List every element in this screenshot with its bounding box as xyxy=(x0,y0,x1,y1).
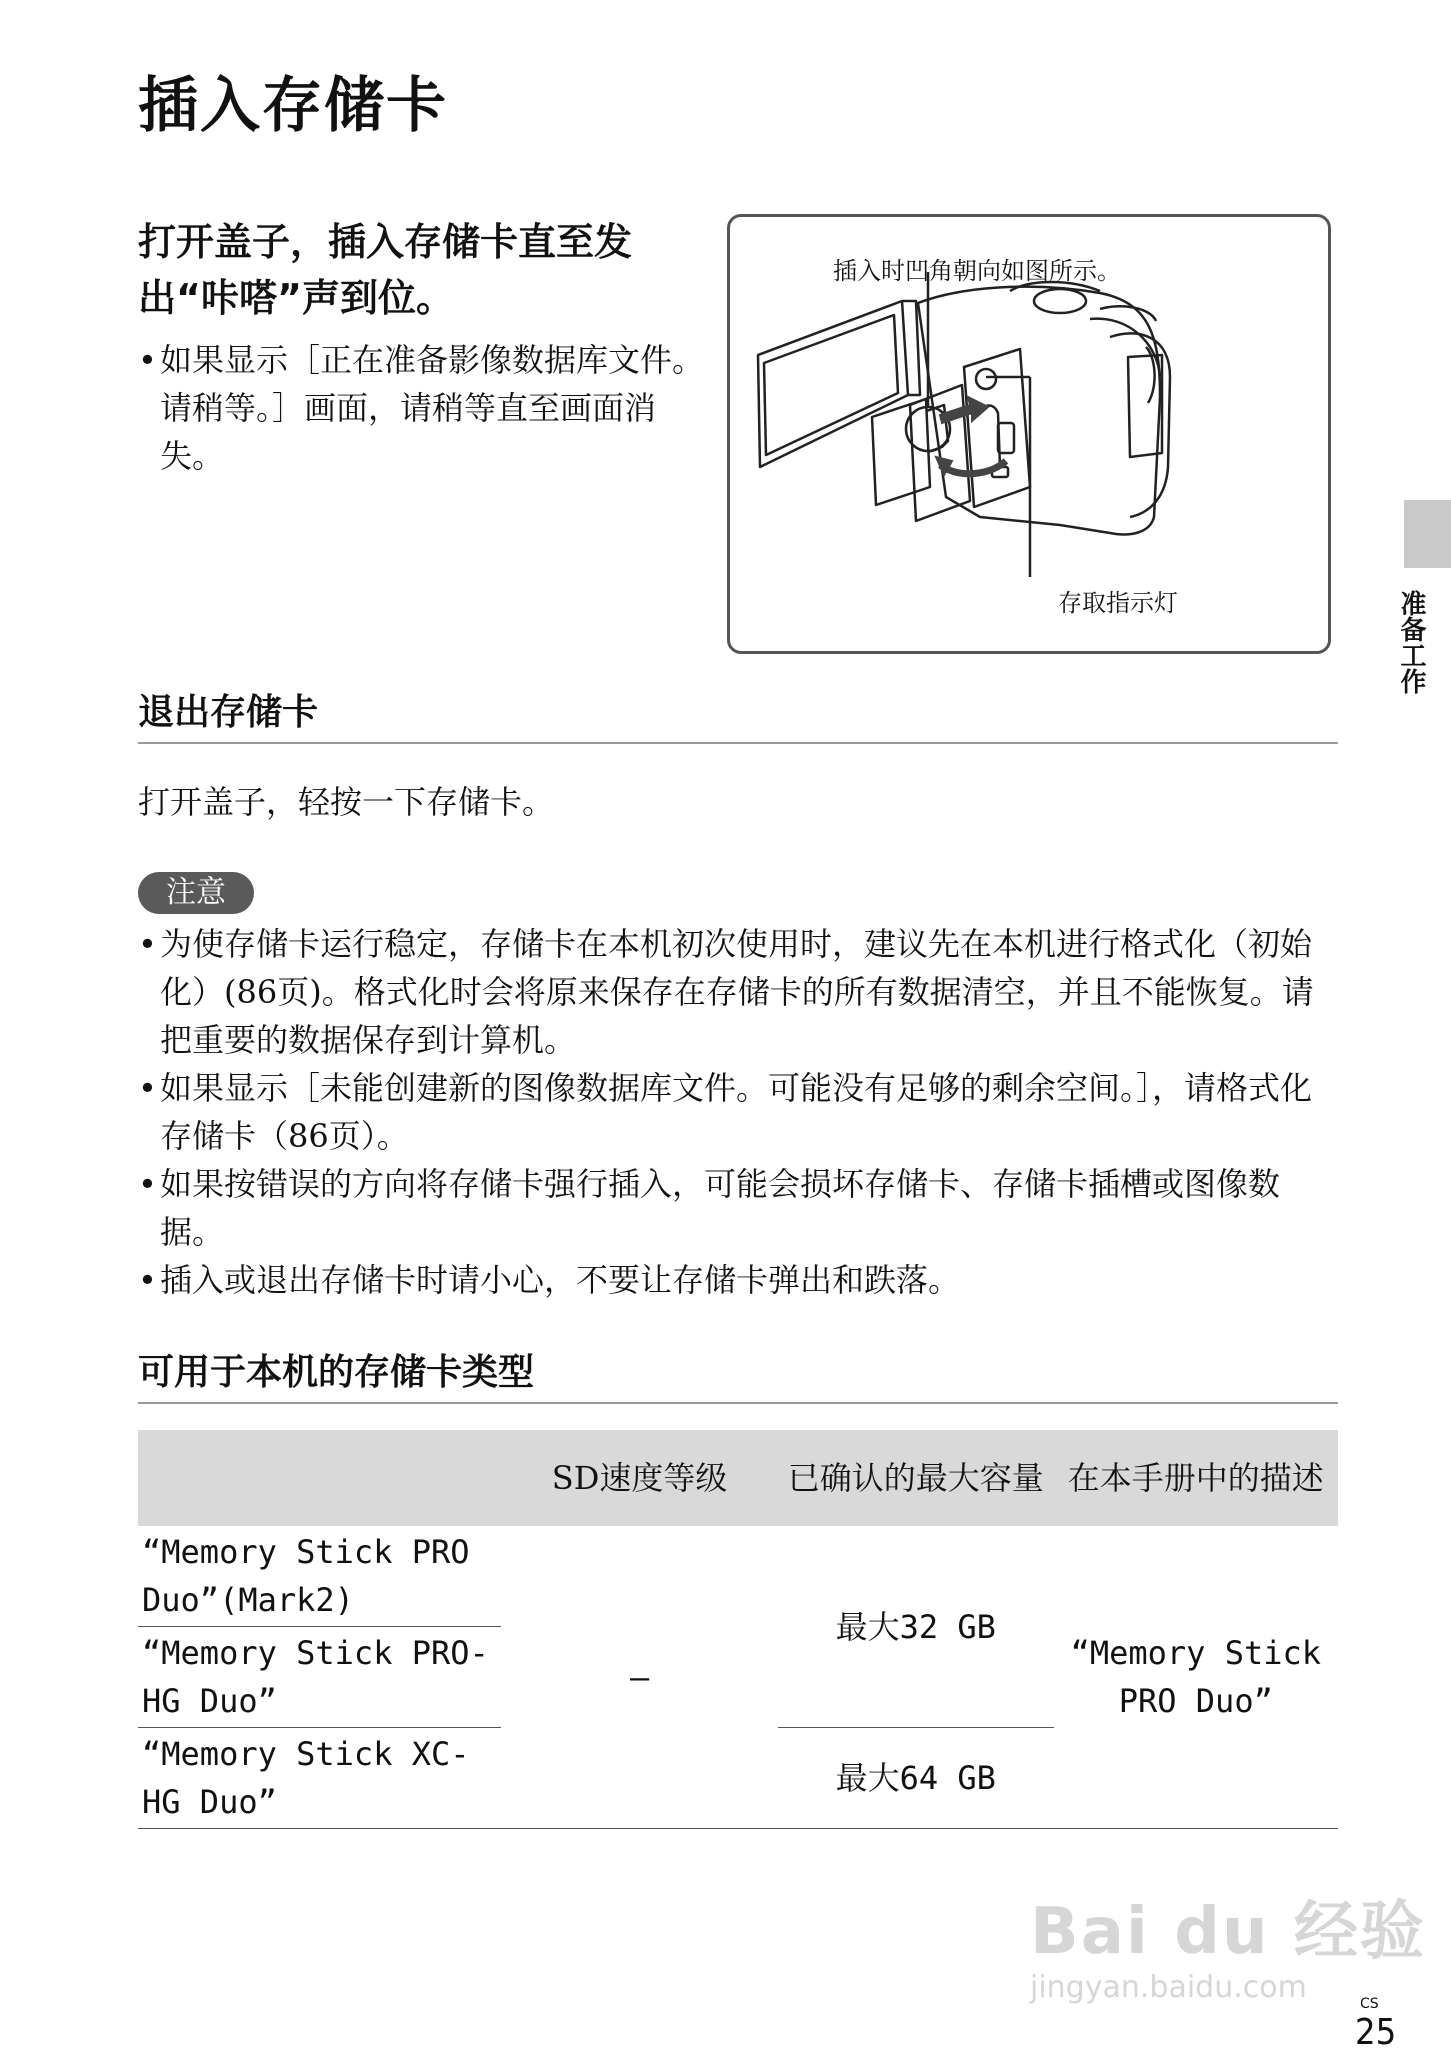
table-row xyxy=(138,1526,1338,1627)
figure-callout-notch: 插入时凹角朝向如图所示。 xyxy=(833,257,1121,285)
speed-class-cell: — xyxy=(501,1526,778,1829)
column-header: SD速度等级 xyxy=(501,1430,778,1526)
capacity-cell: 最大64 GB xyxy=(778,1728,1054,1829)
list-item: • 如果按错误的方向将存储卡强行插入，可能会损坏存储卡、存储卡插槽或图像数据。 xyxy=(138,1160,1328,1256)
page-title: 插入存储卡 xyxy=(138,71,448,141)
step-heading: 打开盖子，插入存储卡直至发出“咔嗒”声到位。 xyxy=(138,220,633,320)
list-item: • 如果显示［正在准备影像数据库文件。请稍等。］画面，请稍等直至画面消失。 xyxy=(138,336,704,480)
watermark-logo: Bai du 经验 xyxy=(1030,1895,1426,1969)
capacity-cell: 最大32 GB xyxy=(778,1526,1054,1728)
list-item: • 插入或退出存储卡时请小心，不要让存储卡弹出和跌落。 xyxy=(138,1256,1328,1304)
list-item: • 如果显示［未能创建新的图像数据库文件。可能没有足够的剩余空间。］，请格式化存储卡（86页）。 xyxy=(138,1064,1328,1160)
watermark-url: jingyan.baidu.com xyxy=(1030,1970,1307,2005)
note-badge: 注意 xyxy=(138,872,254,914)
eject-text: 打开盖子，轻按一下存储卡。 xyxy=(138,783,555,821)
column-header xyxy=(138,1430,501,1526)
section-heading-eject: 退出存储卡 xyxy=(138,690,1338,744)
page-number: 25 xyxy=(1355,2012,1397,2053)
table-header-row xyxy=(138,1430,1338,1526)
description-cell: “Memory Stick PRO Duo” xyxy=(1054,1526,1338,1829)
column-header: 在本手册中的描述 xyxy=(1054,1430,1338,1526)
card-name-cell: “Memory Stick PRO-HG Duo” xyxy=(138,1627,501,1728)
camcorder-illustration xyxy=(730,217,1328,651)
note-bullets xyxy=(138,920,1328,1304)
figure-callout-access-lamp: 存取指示灯 xyxy=(1058,589,1178,617)
chapter-tab-label: 准备工作 xyxy=(1396,590,1426,694)
card-types-table xyxy=(138,1430,1338,1829)
card-name-cell: “Memory Stick XC-HG Duo” xyxy=(138,1728,501,1829)
section-heading-card-types: 可用于本机的存储卡类型 xyxy=(138,1350,1338,1404)
card-name-cell: “Memory Stick PRO Duo”(Mark2) xyxy=(138,1526,501,1627)
list-item: • 为使存储卡运行稳定，存储卡在本机初次使用时，建议先在本机进行格式化（初始化）(86页)。格式化时会将原来保存在存储卡的所有数据清空，并且不能恢复。请把重要的数据保存到计算机。 xyxy=(138,920,1328,1064)
chapter-tab-marker xyxy=(1404,500,1451,568)
column-header: 已确认的最大容量 xyxy=(778,1430,1054,1526)
page-language-code: CS xyxy=(1360,1996,1379,2012)
step-bullets xyxy=(138,336,704,480)
camcorder-figure xyxy=(727,214,1331,654)
